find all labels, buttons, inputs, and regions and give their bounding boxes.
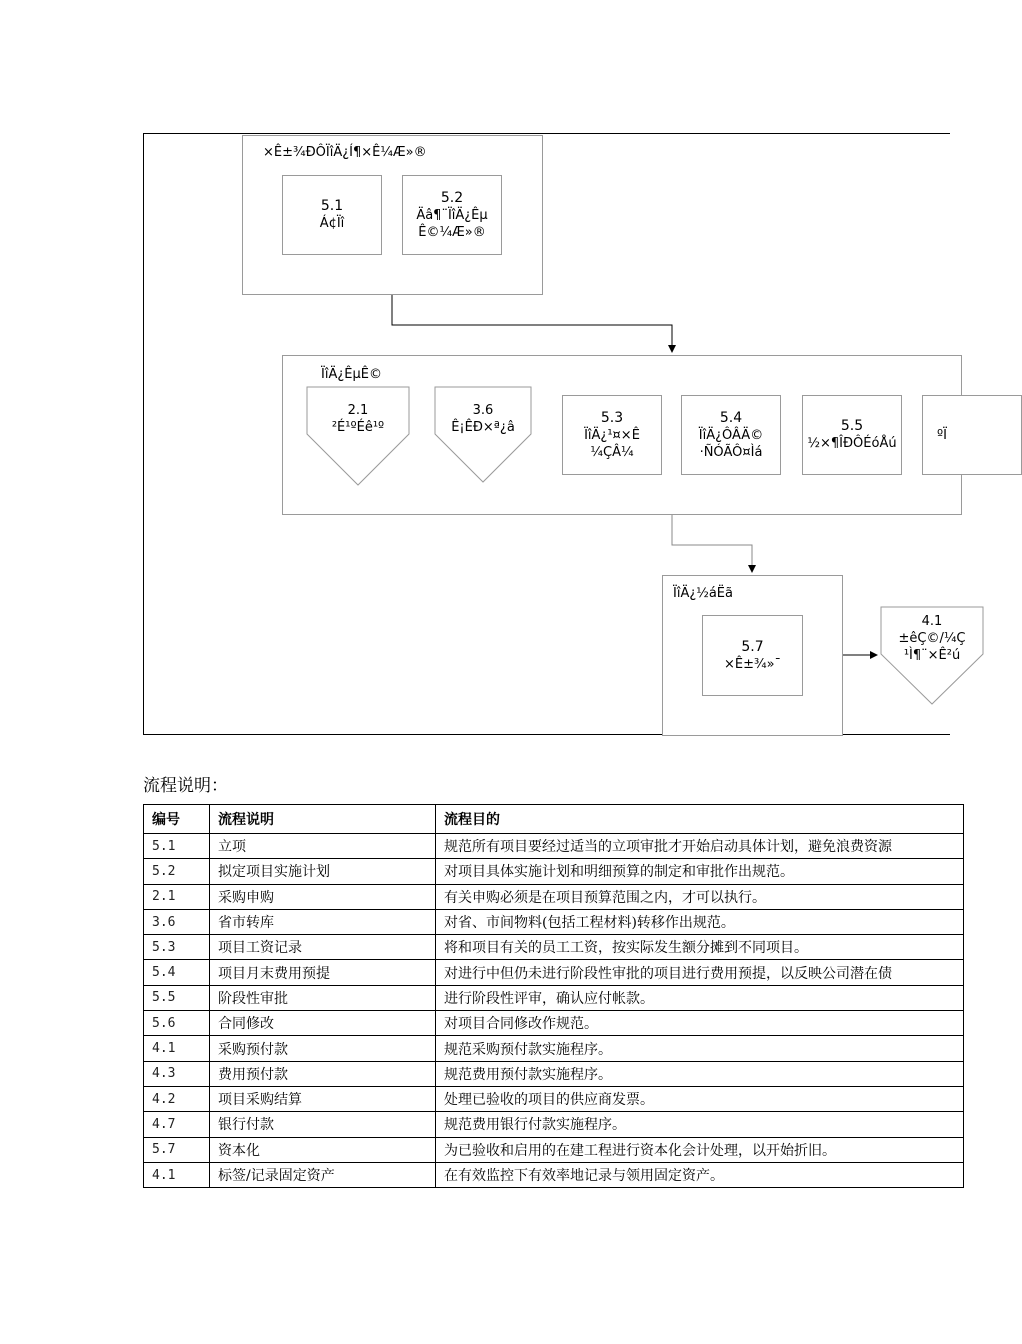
node-number: 5.7 (741, 638, 764, 655)
node-number: 3.6 (472, 403, 494, 418)
cell-purpose: 规范费用预付款实施程序。 (436, 1061, 964, 1086)
table-row (144, 985, 964, 1010)
cell-purpose: 对项目合同修改作规范。 (436, 1011, 964, 1036)
cell-code: 5.3 (144, 935, 210, 960)
header-code: 编号 (144, 805, 210, 834)
cell-code: 5.5 (144, 985, 210, 1010)
cell-process: 项目采购结算 (210, 1086, 436, 1111)
node-label: ºÏ (937, 427, 947, 443)
table-row (144, 859, 964, 884)
cell-process: 银行付款 (210, 1112, 436, 1137)
table-row (144, 909, 964, 934)
group-title: ÏîÄ¿½áËã (673, 586, 733, 601)
cell-purpose: 处理已验收的项目的供应商发票。 (436, 1086, 964, 1111)
cell-code: 5.6 (144, 1011, 210, 1036)
table-body (144, 834, 964, 1188)
table-row (144, 1162, 964, 1187)
cell-process: 采购申购 (210, 884, 436, 909)
cell-purpose: 对省、市间物料(包括工程材料)转移作出规范。 (436, 909, 964, 934)
node-number: 5.5 (840, 418, 864, 434)
header-purpose: 流程目的 (436, 805, 964, 834)
table-row (144, 834, 964, 859)
cell-code: 3.6 (144, 909, 210, 934)
cell-process: 合同修改 (210, 1011, 436, 1036)
cell-process: 省市转库 (210, 909, 436, 934)
node-label-line2: Ê©¼Æ»® (418, 224, 486, 240)
node-label: ±êÇ©/¼Ç (898, 631, 966, 646)
table-row (144, 1112, 964, 1137)
cell-code: 4.7 (144, 1112, 210, 1137)
node-number: 5.4 (719, 409, 743, 426)
cell-process: 项目工资记录 (210, 935, 436, 960)
cell-code: 5.7 (144, 1137, 210, 1162)
node-label: Äâ¶¨ÏîÄ¿Êµ (416, 207, 488, 223)
cell-process: 资本化 (210, 1137, 436, 1162)
cell-purpose: 规范费用银行付款实施程序。 (436, 1112, 964, 1137)
table-row (144, 884, 964, 909)
node-label: ²É¹ºÉê¹º (331, 420, 385, 435)
node-label: ÏîÄ¿¹¤×Ê (584, 427, 640, 443)
cell-purpose: 在有效监控下有效率地记录与领用固定资产。 (436, 1162, 964, 1187)
cell-purpose: 对进行中但仍未进行阶段性审批的项目进行费用预提，以反映公司潜在债 (436, 960, 964, 985)
group-title: ÏîÄ¿ÊµÊ© (321, 367, 382, 382)
node-label: ×Ê±¾»¯ (723, 656, 782, 672)
cell-code: 5.1 (144, 834, 210, 859)
node-label-line2: ¼ÇÂ¼ (590, 444, 634, 460)
node-label-line2: ·ÑÓÃÔ¤Ìá (699, 444, 763, 460)
cell-code: 5.4 (144, 960, 210, 985)
table-row (144, 1011, 964, 1036)
node-number: 5.1 (320, 198, 344, 214)
cell-process: 采购预付款 (210, 1036, 436, 1061)
cell-purpose: 进行阶段性评审，确认应付帐款。 (436, 985, 964, 1010)
cell-purpose: 有关申购必须是在项目预算范围之内，才可以执行。 (436, 884, 964, 909)
node-label: Á¢Ïî (319, 216, 345, 231)
cell-code: 5.2 (144, 859, 210, 884)
table-row (144, 1036, 964, 1061)
cell-process: 标签/记录固定资产 (210, 1162, 436, 1187)
cell-process: 阶段性审批 (210, 985, 436, 1010)
node-number: 5.3 (600, 409, 624, 426)
cell-code: 4.1 (144, 1162, 210, 1187)
node-number: 5.2 (440, 189, 464, 206)
cell-purpose: 规范采购预付款实施程序。 (436, 1036, 964, 1061)
table-row (144, 1061, 964, 1086)
table-row (144, 960, 964, 985)
cell-process: 费用预付款 (210, 1061, 436, 1086)
cell-code: 2.1 (144, 884, 210, 909)
group-title: ×Ê±¾ÐÔÏîÄ¿Í¶×Ê¼Æ»® (263, 145, 427, 160)
cell-code: 4.2 (144, 1086, 210, 1111)
node-number: 4.1 (921, 614, 943, 629)
cell-purpose: 对项目具体实施计划和明细预算的制定和审批作出规范。 (436, 859, 964, 884)
flow-table (143, 804, 964, 1188)
flow-description-caption: 流程说明： (143, 776, 228, 796)
cell-code: 4.1 (144, 1036, 210, 1061)
cell-process: 拟定项目实施计划 (210, 859, 436, 884)
cell-code: 4.3 (144, 1061, 210, 1086)
cell-purpose: 规范所有项目要经过适当的立项审批才开始启动具体计划，避免浪费资源 (436, 834, 964, 859)
node-label-line2: ¹Ì¶¨×Ê²ú (903, 648, 961, 663)
cell-process: 立项 (210, 834, 436, 859)
cell-purpose: 将和项目有关的员工工资，按实际发生额分摊到不同项目。 (436, 935, 964, 960)
node-label: Ê¡ÊÐ×ª¿â (451, 420, 515, 435)
node-number: 2.1 (347, 403, 369, 418)
table-header-row (144, 805, 964, 834)
node-label: ÏîÄ¿ÔÂÄ© (698, 427, 764, 443)
header-process: 流程说明 (210, 805, 436, 834)
cell-purpose: 为已验收和启用的在建工程进行资本化会计处理，以开始折旧。 (436, 1137, 964, 1162)
table-row (144, 1137, 964, 1162)
table-row (144, 935, 964, 960)
node-label: ½×¶ÎÐÔÉóÅú (807, 436, 897, 451)
table-row (144, 1086, 964, 1111)
cell-process: 项目月末费用预提 (210, 960, 436, 985)
